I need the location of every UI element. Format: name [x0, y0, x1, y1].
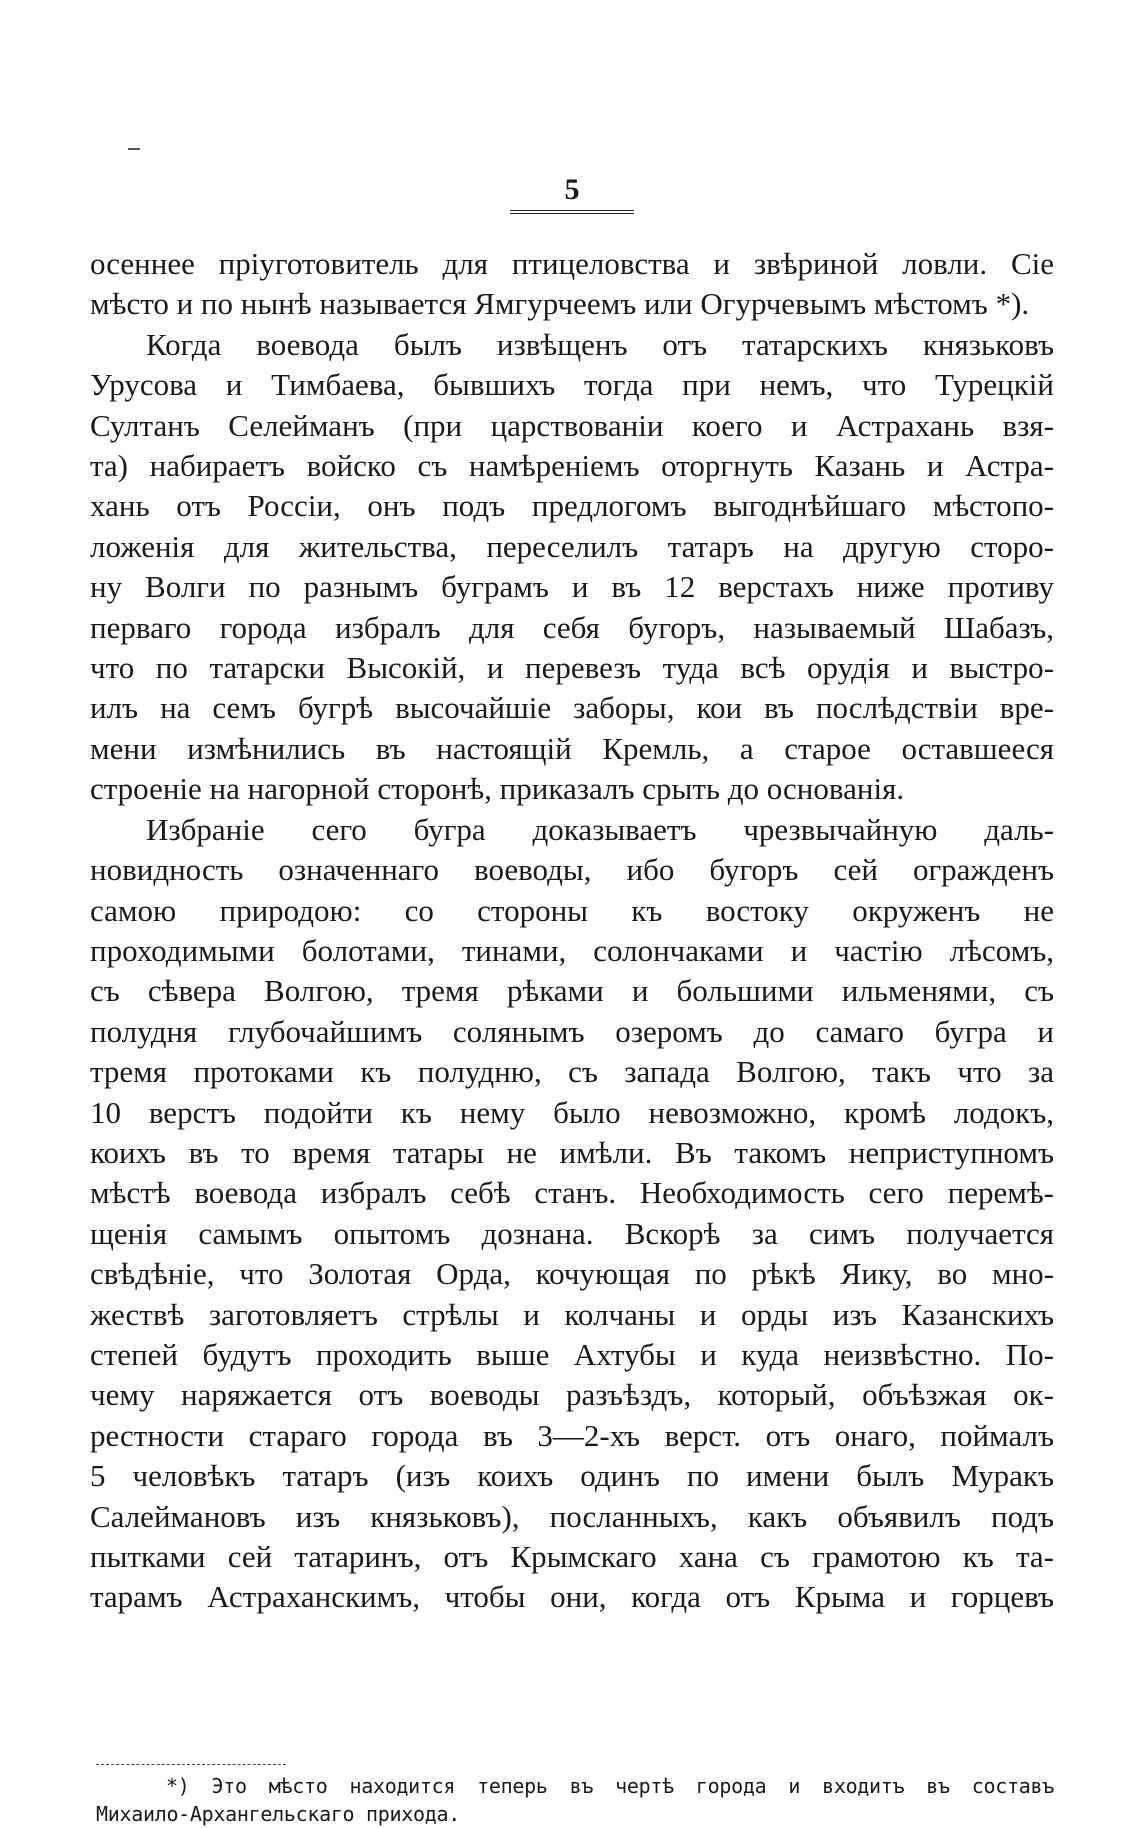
text-line: Урусова и Тимбаева, бывшихъ тогда при немъ, что Турецкій: [90, 367, 1054, 403]
text-line: мѣсто и по нынѣ называется Ямгурчеемъ или Огурчевымъ мѣстомъ *).: [90, 286, 1030, 322]
text-line: рестности стараго города въ 3—2-хъ верст. отъ онаго, поймалъ: [90, 1417, 1054, 1453]
text-line: тремя протоками къ полудню, съ запада Волгою, такъ что за: [90, 1054, 1054, 1090]
text-line: ложенія для жительства, переселилъ татаръ на другую сторо-: [90, 528, 1054, 564]
text-line: что по татарски Высокій, и перевезъ туда всѣ орудія и выстро-: [90, 650, 1054, 686]
text-line: та) набираетъ войско съ намѣреніемъ оторгнуть Казань и Астра-: [90, 448, 1054, 484]
footnote-line: *) Это мѣсто находится теперь въ чертѣ города и входитъ въ составъ: [166, 1774, 1054, 1798]
text-line: Когда воевода былъ извѣщенъ отъ татарскихъ князьковъ: [146, 326, 1054, 362]
text-line: осеннее пріуготовитель для птицеловства и звѣриной ловли. Сіе: [90, 246, 1054, 281]
text-line: ну Волги по разнымъ буграмъ и въ 12 верстахъ ниже противу: [90, 569, 1054, 605]
text-line: полудня глубочайшимъ солянымъ озеромъ до самаго бугра и: [90, 1013, 1054, 1049]
text-line: мѣстѣ воевода избралъ себѣ станъ. Необходимость сего перемѣ-: [90, 1175, 1054, 1211]
text-line: самою природою: со стороны къ востоку окруженъ не: [90, 892, 1054, 928]
text-line: перваго города избралъ для себя бугоръ, называемый Шабазъ,: [90, 609, 1054, 645]
footnote-line: Михаило-Архангельскаго прихода.: [96, 1802, 460, 1826]
text-line: хань отъ Россіи, онъ подъ предлогомъ выгоднѣйшаго мѣстопо-: [90, 488, 1054, 524]
page-number: 5: [564, 173, 580, 206]
text-line: щенія самымъ опытомъ дознана. Вскорѣ за симъ получается: [90, 1215, 1054, 1251]
text-line: строеніе на нагорной сторонѣ, приказалъ срыть до основанія.: [90, 771, 905, 807]
text-line: съ сѣвера Волгою, тремя рѣками и большими ильменями, съ: [90, 973, 1054, 1009]
text-line: 5 человѣкъ татаръ (изъ коихъ одинъ по имени былъ Муракъ: [90, 1458, 1054, 1494]
scan-mark: [128, 148, 140, 150]
text-line: Султанъ Селейманъ (при царствованіи коего и Астрахань взя-: [90, 407, 1054, 443]
text-line: жествѣ заготовляетъ стрѣлы и колчаны и орды изъ Казанскихъ: [90, 1296, 1054, 1332]
page-number-rule: [510, 210, 634, 214]
text-line: коихъ въ то время татары не имѣли. Въ такомъ неприступномъ: [90, 1134, 1054, 1170]
text-line: новидность означеннаго воеводы, ибо бугоръ сей огражденъ: [90, 852, 1054, 888]
text-line: 10 верстъ подойти къ нему было невозможно, кромѣ лодокъ,: [90, 1094, 1054, 1130]
text-line: степей будутъ проходить выше Ахтубы и куда неизвѣстно. По-: [90, 1336, 1054, 1372]
footnote-divider: [96, 1764, 286, 1765]
text-line: пытками сей татаринъ, отъ Крымскаго хана съ грамотою къ та-: [90, 1539, 1054, 1574]
text-line: проходимыми болотами, тинами, солончаками и частію лѣсомъ,: [90, 932, 1054, 968]
text-line: Избраніе сего бугра доказываетъ чрезвычайную даль-: [146, 811, 1054, 847]
text-line: мени измѣнились въ настоящій Кремль, а старое оставшееся: [90, 730, 1054, 766]
text-line: свѣдѣніе, что Золотая Орда, кочующая по рѣкѣ Яику, во мно-: [90, 1256, 1054, 1292]
main-text: [90, 244, 1054, 1618]
text-line: илъ на семъ бугрѣ высочайшіе заборы, кои въ послѣдствіи вре-: [90, 690, 1054, 726]
page-header: [510, 172, 634, 214]
text-line: Салеймановъ изъ князьковъ), посланныхъ, какъ объявилъ подъ: [90, 1498, 1054, 1534]
footnote: [96, 1772, 1054, 1828]
text-line: тарамъ Астраханскимъ, чтобы они, когда отъ Крыма и горцевъ: [90, 1579, 1054, 1615]
text-line: чему наряжается отъ воеводы разъѣздъ, который, объѣзжая ок-: [90, 1377, 1054, 1413]
